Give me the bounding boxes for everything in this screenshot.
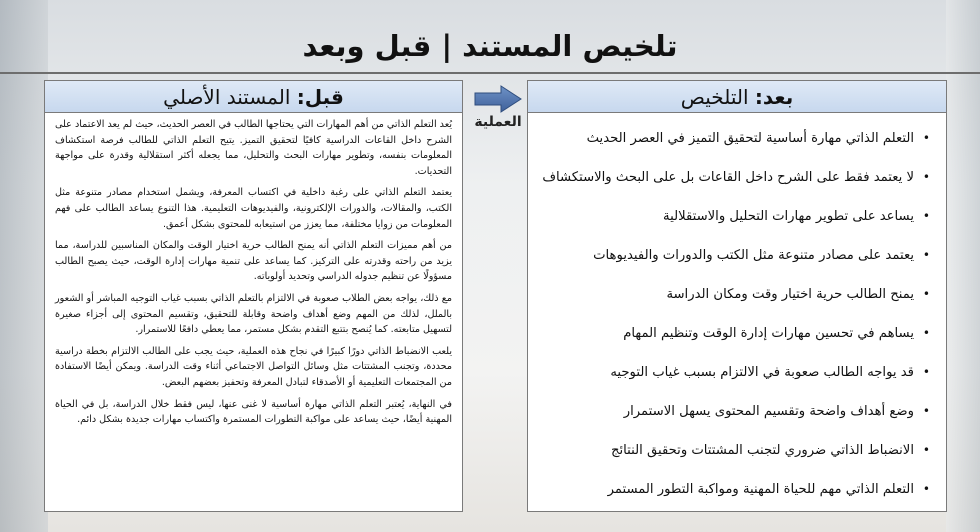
before-header-rest: المستند الأصلي bbox=[163, 85, 297, 109]
process-label: العملية bbox=[474, 114, 522, 130]
summary-item: • يمنح الطالب حرية اختيار وقت ومكان الدراسة bbox=[542, 275, 932, 314]
bullet-icon: • bbox=[922, 404, 930, 418]
bullet-icon: • bbox=[922, 482, 930, 496]
summary-item: • التعلم الذاتي مهم للحياة المهنية ومواكبة التطور المستمر bbox=[542, 470, 932, 509]
bullet-icon: • bbox=[922, 287, 930, 301]
title-divider bbox=[0, 72, 980, 74]
summary-item: • يعتمد على مصادر متنوعة مثل الكتب والدورات والفيديوهات bbox=[542, 236, 932, 275]
original-document-text bbox=[55, 117, 452, 507]
summary-item: • لا يعتمد فقط على الشرح داخل القاعات بل على البحث والاستكشاف bbox=[542, 158, 932, 197]
summary-item: • وضع أهداف واضحة وتقسيم المحتوى يسهل الاستمرار bbox=[542, 392, 932, 431]
background-right bbox=[946, 0, 980, 532]
page-title: تلخيص المستند | قبل وبعد bbox=[302, 29, 678, 63]
summary-item: • التعلم الذاتي مهارة أساسية لتحقيق التميز في العصر الحديث bbox=[542, 119, 932, 158]
bullet-icon: • bbox=[922, 170, 930, 184]
bullet-icon: • bbox=[922, 209, 930, 223]
before-header-bold: قبل: bbox=[296, 85, 344, 109]
summary-list bbox=[542, 119, 932, 507]
original-paragraph: من أهم مميزات التعلم الذاتي أنه يمنح الطالب حرية اختيار الوقت والمكان المناسبين للدراسة، مما يزيد من راحته وقدرته على التركيز. كما يساعد على تنمية مهارات إدارة الوقت، حيث يصبح الطالب مسؤولًا عن تنظيم جدوله الدراسي وتحديد أولوياته. bbox=[55, 240, 452, 283]
after-panel-header bbox=[528, 81, 946, 113]
background-left bbox=[0, 0, 48, 532]
original-paragraph: يُعد التعلم الذاتي من أهم المهارات التي يحتاجها الطالب في العصر الحديث، حيث لم يعد الاعتماد على الشرح داخل القاعات الدراسية كافيًا لتحقيق التميز. يتيح التعلم الذاتي للطالب فرصة استكشاف المعلومات بنفسه، وتطوير مهارات البحث والتحليل، مما يجعله أكثر استقلالية وقدرة على مواجهة التحديات. bbox=[55, 119, 452, 177]
summary-item: • الانضباط الذاتي ضروري لتجنب المشتتات وتحقيق النتائج bbox=[542, 431, 932, 470]
original-paragraph: مع ذلك، يواجه بعض الطلاب صعوبة في الالتزام بالتعلم الذاتي بسبب غياب التوجيه المباشر أو الشعور بالملل، لذلك من المهم وضع أهداف واضحة وقابلة للتحقيق، وتقسيم المحتوى إلى أجزاء صغيرة لتسهيل متابعته. كما يُنصح بتتبع التقدم بشكل مستمر، مما يعطي دافعًا للاستمرار. bbox=[55, 292, 452, 336]
bullet-icon: • bbox=[922, 443, 930, 457]
after-header-bold: بعد: bbox=[754, 85, 794, 109]
original-paragraph: يلعب الانضباط الذاتي دورًا كبيرًا في نجاح هذه العملية، حيث يجب على الطالب الالتزام بخطة دراسية محددة، وتجنب المشتتات مثل وسائل التواصل الاجتماعي أثناء وقت الدراسة. ويمكن أيضًا الاستفادة من المجتمعات التعليمية أو الأصدقاء لتبادل المعرفة وتحفيز بعضهم البعض. bbox=[55, 345, 452, 388]
original-paragraph: يعتمد التعلم الذاتي على رغبة داخلية في اكتساب المعرفة، ويشمل استخدام مصادر متنوعة مثل الكتب، والمقالات، والدورات الإلكترونية، والفيديوهات التعليمية. هذا التنوع يساعد الطالب على فهم المعلومات من زوايا مختلفة، مما يعزز من استيعابه للمحتوى بشكل أعمق. bbox=[55, 187, 452, 230]
summary-item: • يساهم في تحسين مهارات إدارة الوقت وتنظيم المهام bbox=[542, 314, 932, 353]
before-panel-header bbox=[45, 81, 462, 113]
summary-item: • يساعد على تطوير مهارات التحليل والاستقلالية bbox=[542, 197, 932, 236]
bullet-icon: • bbox=[922, 365, 930, 379]
summary-item: • قد يواجه الطالب صعوبة في الالتزام بسبب غياب التوجيه bbox=[542, 353, 932, 392]
original-paragraph: في النهاية، يُعتبر التعلم الذاتي مهارة أساسية لا غنى عنها، ليس فقط خلال الدراسة، بل في الحياة المهنية أيضًا، حيث يساعد على مواكبة التطورات المستمرة واكتساب مهارات جديدة بشكل دائم. bbox=[55, 398, 452, 426]
bullet-icon: • bbox=[922, 248, 930, 262]
bullet-icon: • bbox=[922, 131, 930, 145]
after-panel bbox=[527, 80, 947, 512]
before-panel bbox=[44, 80, 463, 512]
bullet-icon: • bbox=[922, 326, 930, 340]
after-header-rest: التلخيص bbox=[680, 85, 755, 109]
